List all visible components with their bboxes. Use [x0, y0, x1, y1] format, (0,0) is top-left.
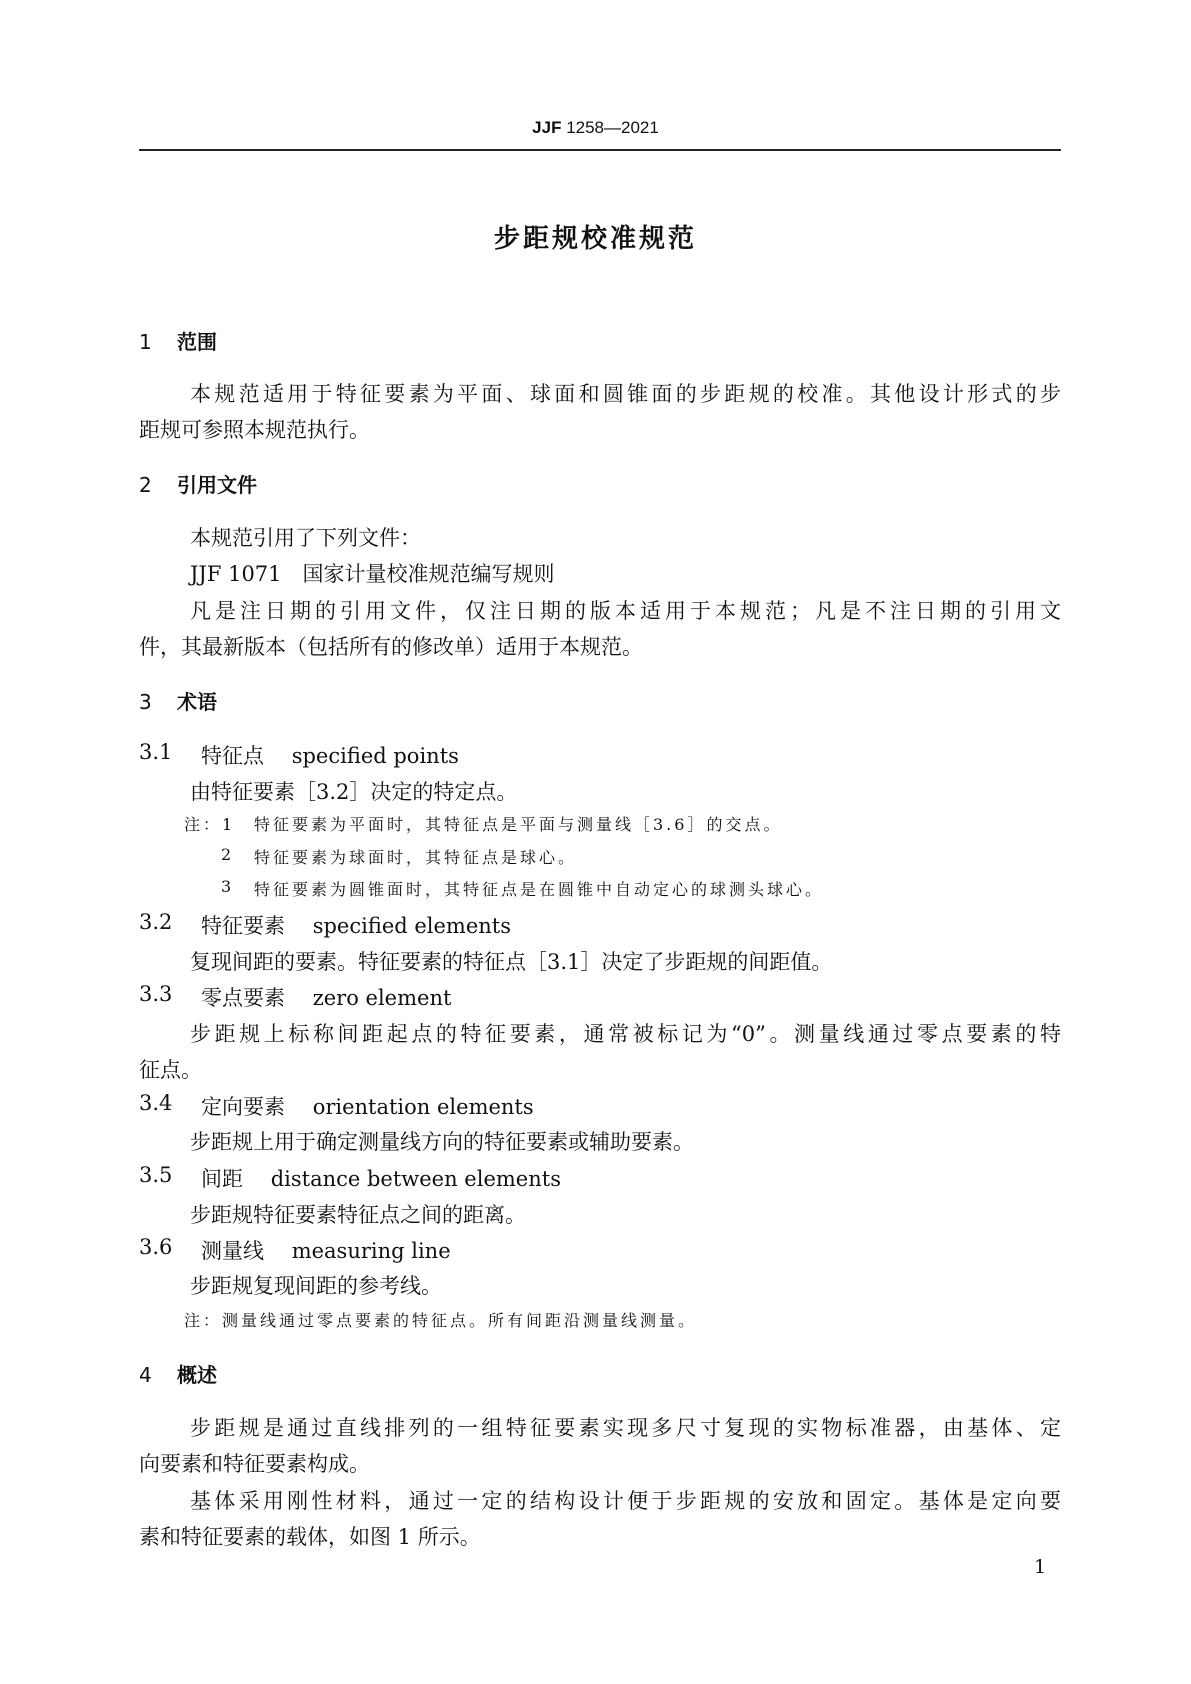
- term-zh: 测量线: [201, 1239, 264, 1263]
- section-number: 2: [139, 473, 152, 497]
- term-zh: 定向要素: [201, 1095, 285, 1119]
- term-definition: 步距规复现间距的参考线。: [190, 1274, 442, 1298]
- section-number: 3: [139, 690, 152, 714]
- note-text: 特征要素为球面时，其特征点是球心。: [254, 848, 578, 867]
- paragraph-line: 向要素和特征要素构成。: [139, 1452, 370, 1476]
- section-title: 术语: [177, 690, 217, 714]
- section-title: 范围: [177, 330, 217, 354]
- term-definition: 复现间距的要素。特征要素的特征点［3.1］决定了步距规的间距值。: [190, 950, 833, 974]
- page-number: 1: [1034, 1556, 1047, 1578]
- paragraph-line: 件，其最新版本（包括所有的修改单）适用于本规范。: [139, 635, 643, 659]
- term-en: specified elements: [312, 914, 512, 938]
- paragraph-line: 本规范引用了下列文件：: [190, 526, 421, 550]
- term-number: 3.1: [139, 740, 173, 764]
- paragraph-line: 距规可参照本规范执行。: [139, 418, 370, 442]
- term-zh: 间距: [201, 1167, 243, 1191]
- section-title: 概述: [177, 1363, 217, 1387]
- section-number: 4: [139, 1363, 152, 1387]
- paragraph-line: 凡是注日期的引用文件，仅注日期的版本适用于本规范；凡是不注日期的引用文: [190, 599, 1061, 623]
- term-en: orientation elements: [312, 1095, 534, 1119]
- section-heading-1: [139, 326, 217, 355]
- header-prefix: JJF: [532, 118, 562, 137]
- note-number: 2: [221, 845, 235, 864]
- term-name: [201, 1091, 534, 1121]
- term-number: 3.6: [139, 1235, 173, 1259]
- term-definition: 步距规上标称间距起点的特征要素，通常被标记为“0”。测量线通过零点要素的特: [190, 1022, 1061, 1046]
- note-text: 特征要素为平面时，其特征点是平面与测量线［3.6］的交点。: [254, 815, 783, 834]
- term-definition: 征点。: [139, 1058, 202, 1082]
- note-text: 特征要素为圆锥面时，其特征点是在圆锥中自动定心的球测头球心。: [254, 880, 825, 899]
- section-heading-3: [139, 686, 217, 715]
- term-number: 3.2: [139, 910, 173, 934]
- note-text: 注：测量线通过零点要素的特征点。所有间距沿测量线测量。: [184, 1311, 698, 1330]
- term-en: measuring line: [291, 1239, 451, 1263]
- term-zh: 特征点: [201, 744, 264, 768]
- term-name: [201, 910, 511, 940]
- term-zh: 零点要素: [201, 986, 285, 1010]
- term-zh: 特征要素: [201, 914, 285, 938]
- note-number: 3: [221, 877, 235, 896]
- term-en: zero element: [312, 986, 452, 1010]
- term-en: distance between elements: [270, 1167, 561, 1191]
- term-name: [201, 1235, 451, 1265]
- section-number: 1: [139, 330, 152, 354]
- section-title: 引用文件: [177, 473, 257, 497]
- term-en: specified points: [291, 744, 459, 768]
- term-number: 3.5: [139, 1163, 173, 1187]
- term-name: [201, 740, 459, 770]
- term-number: 3.3: [139, 982, 173, 1006]
- header-rule: [139, 149, 1061, 151]
- header-code: 1258—2021: [566, 118, 659, 137]
- paragraph-line: 本规范适用于特征要素为平面、球面和圆锥面的步距规的校准。其他设计形式的步: [190, 382, 1061, 406]
- term-definition: 步距规特征要素特征点之间的距离。: [190, 1203, 526, 1227]
- paragraph-line: 步距规是通过直线排列的一组特征要素实现多尺寸复现的实物标准器，由基体、定: [190, 1416, 1061, 1440]
- running-header: [0, 118, 1191, 138]
- page-title: 步距规校准规范: [493, 224, 697, 254]
- term-number: 3.4: [139, 1091, 173, 1115]
- term-definition: 由特征要素［3.2］决定的特定点。: [190, 780, 518, 804]
- section-heading-2: [139, 469, 257, 498]
- term-definition: 步距规上用于确定测量线方向的特征要素或辅助要素。: [190, 1130, 694, 1154]
- note-label: 注：1: [184, 815, 236, 834]
- term-name: [201, 1163, 561, 1193]
- section-heading-4: [139, 1359, 217, 1388]
- term-name: [201, 982, 451, 1012]
- paragraph-line: 素和特征要素的载体，如图 1 所示。: [139, 1525, 481, 1549]
- paragraph-line: 基体采用刚性材料，通过一定的结构设计便于步距规的安放和固定。基体是定向要: [190, 1489, 1061, 1513]
- reference-item: JJF 1071 国家计量校准规范编写规则: [190, 562, 555, 586]
